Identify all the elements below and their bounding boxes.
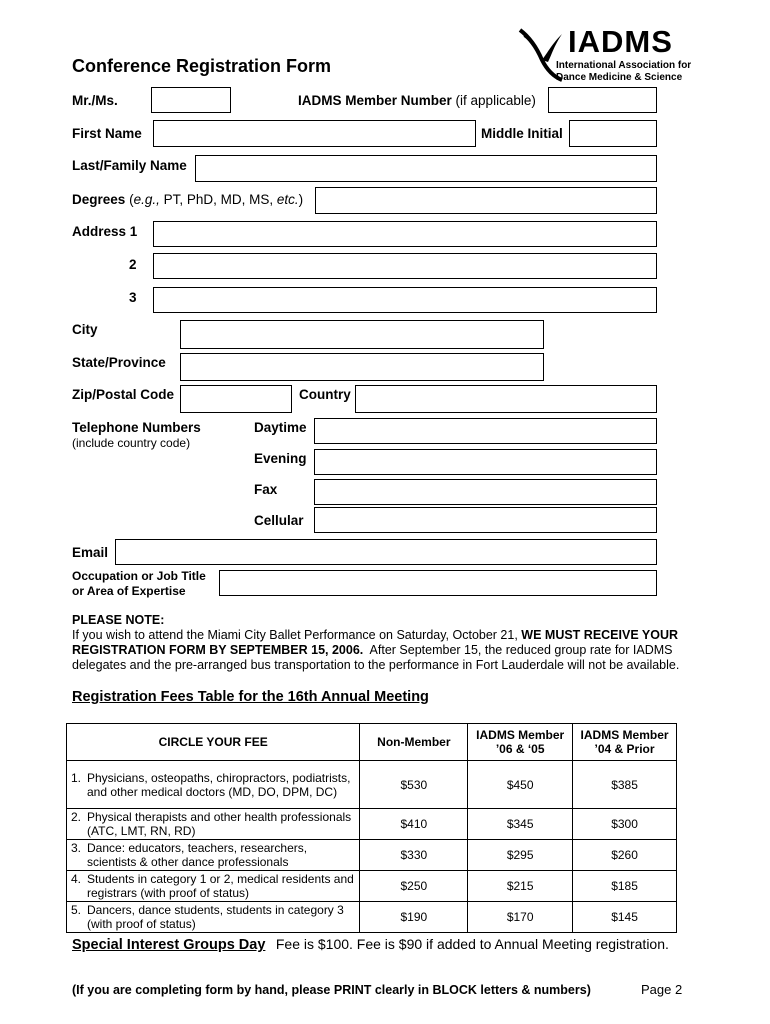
country-field[interactable] [355, 385, 657, 413]
occupation-field[interactable] [219, 570, 657, 596]
note-line2-a: REGISTRATION FORM BY SEPTEMBER 15, 2006. [72, 643, 364, 657]
last-name-label: Last/Family Name [72, 158, 187, 173]
iadms-logo [518, 26, 698, 86]
fee-member-0605[interactable]: $450 [468, 761, 573, 809]
fee-member-04[interactable]: $385 [573, 761, 677, 809]
occupation-label-1: Occupation or Job Title [72, 569, 206, 583]
fees-header-member-04: IADMS Member ’04 & Prior [573, 724, 677, 761]
table-row [67, 809, 677, 840]
note-line3: delegates and the pre-arranged bus transportation to the performance in Fort Lauderdale will not be available. [72, 658, 680, 672]
fee-non-member[interactable]: $330 [360, 840, 468, 871]
address3-field[interactable] [153, 287, 657, 313]
email-label: Email [72, 545, 109, 560]
email-field[interactable] [115, 539, 657, 565]
fees-table [66, 723, 677, 933]
degrees-list: PT, PhD, MD, MS, [163, 192, 274, 207]
sig-line [72, 936, 669, 954]
zip-field[interactable] [180, 385, 292, 413]
fees-header-non-member: Non-Member [360, 724, 468, 761]
daytime-label: Daytime [254, 420, 307, 435]
fee-category-number: 1. [71, 770, 82, 785]
mr-ms-field[interactable] [151, 87, 231, 113]
fax-field[interactable] [314, 479, 657, 505]
degrees-field[interactable] [315, 187, 657, 214]
fee-category-cell [67, 761, 360, 809]
degrees-etc: etc. [276, 192, 299, 207]
fee-category-desc: Physical therapists and other health professionals (ATC, LMT, RN, RD) [87, 810, 352, 838]
fee-category-cell [67, 902, 360, 933]
member-number-field[interactable] [548, 87, 657, 113]
fee-non-member[interactable]: $190 [360, 902, 468, 933]
evening-label: Evening [254, 451, 307, 466]
note-line1-a: If you wish to attend the Miami City Ballet Performance on Saturday, October 21, [72, 628, 522, 642]
note-line1-b: WE MUST RECEIVE YOUR [521, 628, 679, 642]
fax-label: Fax [254, 482, 278, 497]
state-field[interactable] [180, 353, 544, 381]
note-line2 [72, 643, 672, 657]
city-label: City [72, 322, 98, 337]
fee-member-04[interactable]: $300 [573, 809, 677, 840]
sig-text: Fee is $100. Fee is $90 if added to Annual Meeting registration. [275, 936, 669, 952]
fees-table-title: Registration Fees Table for the 16th Annual Meeting [72, 689, 429, 705]
cellular-field[interactable] [314, 507, 657, 533]
note-line2-b: After September 15, the reduced group rate for IADMS [363, 643, 673, 657]
mr-ms-label: Mr./Ms. [72, 93, 118, 108]
fee-category-number: 4. [71, 872, 82, 886]
member-number-note: (if applicable) [455, 93, 536, 108]
page-number: Page 2 [641, 982, 683, 997]
fee-category-cell [67, 871, 360, 902]
fee-member-0605[interactable]: $170 [468, 902, 573, 933]
address1-label: Address 1 [72, 224, 138, 239]
city-field[interactable] [180, 320, 544, 349]
address3-label: 3 [129, 290, 137, 305]
logo-line1: International Association for [556, 60, 692, 71]
fee-category-desc: Dancers, dance students, students in category 3 (with proof of status) [87, 903, 344, 931]
fee-member-0605[interactable]: $345 [468, 809, 573, 840]
table-row [67, 871, 677, 902]
zip-label: Zip/Postal Code [72, 387, 175, 402]
fee-non-member[interactable]: $410 [360, 809, 468, 840]
middle-initial-field[interactable] [569, 120, 657, 147]
fee-category-cell [67, 840, 360, 871]
fees-header-category: CIRCLE YOUR FEE [67, 724, 360, 761]
fees-header-row [67, 724, 677, 761]
fee-member-04[interactable]: $145 [573, 902, 677, 933]
evening-field[interactable] [314, 449, 657, 475]
cellular-label: Cellular [254, 513, 304, 528]
address1-field[interactable] [153, 221, 657, 247]
occupation-label-2: or Area of Expertise [72, 584, 186, 598]
last-name-field[interactable] [195, 155, 657, 182]
note-heading: PLEASE NOTE: [72, 613, 165, 627]
telephone-label: Telephone Numbers [72, 420, 201, 435]
fees-header-member-0605: IADMS Member ’06 & ‘05 [468, 724, 573, 761]
table-row [67, 902, 677, 933]
fee-member-0605[interactable]: $215 [468, 871, 573, 902]
footer-instruction: (If you are completing form by hand, please PRINT clearly in BLOCK letters & numbers) [72, 983, 591, 997]
degrees-text: Degrees [72, 192, 126, 207]
fee-category-desc: Students in category 1 or 2, medical residents and registrars (with proof of status) [87, 872, 354, 900]
table-row [67, 840, 677, 871]
first-name-label: First Name [72, 126, 142, 141]
fee-category-number: 2. [71, 810, 82, 824]
address2-field[interactable] [153, 253, 657, 279]
fee-member-0605[interactable]: $295 [468, 840, 573, 871]
fee-category-number: 3. [71, 841, 82, 855]
fee-member-04[interactable]: $260 [573, 840, 677, 871]
member-number-text: IADMS Member Number [298, 93, 452, 108]
fee-category-number: 5. [71, 903, 82, 917]
fee-category-desc: Physicians, osteopaths, chiropractors, podiatrists, and other medical doctors (MD, DO, DPM, DC) [87, 770, 351, 799]
page-title: Conference Registration Form [72, 56, 332, 76]
fee-category-desc: Dance: educators, teachers, researchers, scientists & other dance professionals [87, 841, 308, 869]
degrees-eg: e.g., [133, 192, 160, 207]
fee-non-member[interactable]: $530 [360, 761, 468, 809]
first-name-field[interactable] [153, 120, 476, 147]
fee-non-member[interactable]: $250 [360, 871, 468, 902]
fee-category-cell [67, 809, 360, 840]
fee-member-04[interactable]: $185 [573, 871, 677, 902]
country-label: Country [299, 387, 351, 402]
middle-initial-label: Middle Initial [481, 126, 563, 141]
table-row [67, 761, 677, 809]
daytime-field[interactable] [314, 418, 657, 444]
note-line1 [72, 628, 678, 642]
telephone-note: (include country code) [72, 436, 191, 450]
state-label: State/Province [72, 355, 166, 370]
logo-line2: Dance Medicine & Science [556, 72, 683, 83]
logo-name: IADMS [568, 24, 673, 59]
degrees-label: Degrees (e.g., PT, PhD, MD, MS, etc.) [72, 192, 304, 207]
sig-title: Special Interest Groups Day [72, 937, 266, 953]
address2-label: 2 [129, 257, 137, 272]
member-number-label [298, 93, 536, 108]
